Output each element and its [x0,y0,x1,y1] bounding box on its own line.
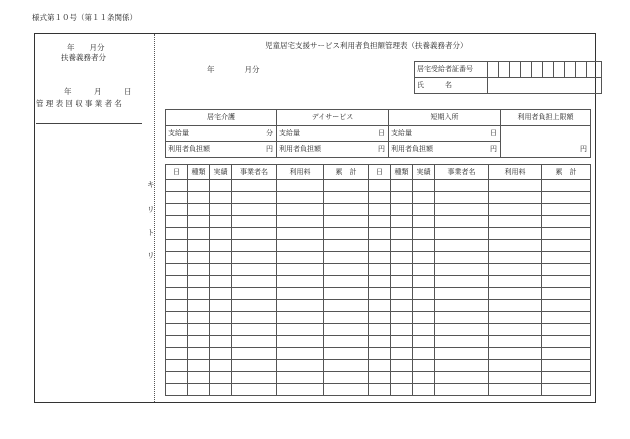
log-cell[interactable] [210,240,232,252]
log-cell[interactable] [324,360,369,372]
certificate-digit[interactable] [510,62,521,78]
log-cell[interactable] [232,252,277,264]
log-cell[interactable] [391,348,413,360]
log-cell[interactable] [489,300,542,312]
log-cell[interactable] [210,324,232,336]
log-cell[interactable] [435,324,489,336]
log-cell[interactable] [188,312,210,324]
service-summary-table [165,109,591,158]
col-cumulative: 累 計 [542,165,591,180]
burden-label: 利用者負担額 [168,145,210,153]
log-cell[interactable] [166,228,188,240]
log-cell[interactable] [324,192,369,204]
log-cell[interactable] [391,360,413,372]
log-cell[interactable] [435,360,489,372]
log-cell[interactable] [232,312,277,324]
log-cell[interactable] [413,360,435,372]
log-cell[interactable] [232,336,277,348]
unit: 円 [580,145,587,153]
log-cell[interactable] [324,216,369,228]
log-cell[interactable] [277,276,324,288]
log-cell[interactable] [391,372,413,384]
log-cell[interactable] [542,264,591,276]
log-cell[interactable] [369,372,391,384]
table-row [166,288,591,300]
log-cell[interactable] [542,300,591,312]
log-cell[interactable] [369,360,391,372]
service-header-day-service: デイサービス [277,110,389,126]
log-cell[interactable] [542,360,591,372]
log-cell[interactable] [369,312,391,324]
log-cell[interactable] [369,348,391,360]
cut-mark-2: リ [147,205,155,214]
log-cell[interactable] [188,276,210,288]
log-cell[interactable] [391,240,413,252]
log-cell[interactable] [166,252,188,264]
log-cell[interactable] [188,360,210,372]
log-cell[interactable] [277,216,324,228]
log-cell[interactable] [489,240,542,252]
table-row [166,312,591,324]
log-cell[interactable] [391,276,413,288]
log-cell[interactable] [391,216,413,228]
log-cell[interactable] [210,228,232,240]
log-cell[interactable] [188,240,210,252]
log-cell[interactable] [324,300,369,312]
log-cell[interactable] [542,324,591,336]
log-cell[interactable] [391,312,413,324]
log-cell[interactable] [188,228,210,240]
log-cell[interactable] [232,240,277,252]
table-row [166,324,591,336]
log-cell[interactable] [391,204,413,216]
log-cell[interactable] [277,288,324,300]
log-cell[interactable] [277,324,324,336]
log-cell[interactable] [166,360,188,372]
log-cell[interactable] [232,360,277,372]
log-cell[interactable] [277,300,324,312]
supply-label: 支給量 [279,129,300,137]
log-cell[interactable] [542,228,591,240]
log-cell[interactable] [324,324,369,336]
log-cell[interactable] [277,228,324,240]
log-cell[interactable] [369,180,391,192]
log-cell[interactable] [542,276,591,288]
log-cell[interactable] [391,192,413,204]
log-cell[interactable] [489,252,542,264]
log-cell[interactable] [188,300,210,312]
log-cell[interactable] [413,216,435,228]
log-cell[interactable] [188,192,210,204]
col-provider: 事業者名 [232,165,277,180]
log-cell[interactable] [542,372,591,384]
log-cell[interactable] [413,384,435,396]
log-cell[interactable] [166,180,188,192]
log-cell[interactable] [277,372,324,384]
table-row [166,216,591,228]
log-cell[interactable] [391,180,413,192]
log-cell[interactable] [324,348,369,360]
log-cell[interactable] [413,204,435,216]
col-cumulative: 累 計 [324,165,369,180]
col-actual: 実績 [413,165,435,180]
log-cell[interactable] [369,216,391,228]
log-cell[interactable] [166,276,188,288]
log-cell[interactable] [369,324,391,336]
log-cell[interactable] [489,384,542,396]
table-row [166,240,591,252]
table-row [166,180,591,192]
stub-signature-line [36,123,142,124]
log-cell[interactable] [391,300,413,312]
log-cell[interactable] [542,348,591,360]
log-cell[interactable] [435,300,489,312]
log-cell[interactable] [166,300,188,312]
log-cell[interactable] [542,252,591,264]
log-cell[interactable] [435,204,489,216]
log-cell[interactable] [435,336,489,348]
log-cell[interactable] [210,192,232,204]
table-row [166,276,591,288]
log-cell[interactable] [188,348,210,360]
log-cell[interactable] [369,204,391,216]
certificate-digit[interactable] [488,62,499,78]
log-cell[interactable] [324,384,369,396]
log-cell[interactable] [413,192,435,204]
burden-limit-header: 利用者負担上限額 [501,110,591,126]
log-cell[interactable] [210,348,232,360]
log-cell[interactable] [324,288,369,300]
day-service-supply[interactable] [277,126,389,142]
log-cell[interactable] [435,240,489,252]
log-cell[interactable] [413,252,435,264]
log-cell[interactable] [166,264,188,276]
log-cell[interactable] [489,192,542,204]
col-fee: 利用料 [489,165,542,180]
log-cell[interactable] [324,372,369,384]
log-cell[interactable] [324,240,369,252]
log-cell[interactable] [489,372,542,384]
log-cell[interactable] [369,300,391,312]
log-cell[interactable] [435,372,489,384]
table-row [166,300,591,312]
log-cell[interactable] [413,312,435,324]
log-cell[interactable] [391,384,413,396]
log-cell[interactable] [413,276,435,288]
log-cell[interactable] [232,204,277,216]
log-cell[interactable] [435,348,489,360]
log-cell[interactable] [210,276,232,288]
col-type: 種類 [391,165,413,180]
log-cell[interactable] [435,228,489,240]
log-cell[interactable] [413,264,435,276]
log-cell[interactable] [188,288,210,300]
unit: 円 [378,145,385,153]
form-number: 様式第１０号（第１１条関係） [32,13,137,22]
unit: 日 [378,129,385,137]
table-row [166,348,591,360]
log-cell[interactable] [489,228,542,240]
log-cell[interactable] [413,240,435,252]
log-cell[interactable] [166,216,188,228]
page-title: 児童居宅支援サービス利用者負担額管理表（扶養義務者分） [265,41,468,50]
log-cell[interactable] [210,204,232,216]
burden-label: 利用者負担額 [279,145,321,153]
log-cell[interactable] [277,264,324,276]
log-cell[interactable] [166,312,188,324]
table-row [166,204,591,216]
log-cell[interactable] [210,312,232,324]
log-cell[interactable] [413,324,435,336]
log-cell[interactable] [413,336,435,348]
log-cell[interactable] [391,288,413,300]
home-care-burden[interactable] [166,142,277,158]
log-cell[interactable] [489,216,542,228]
table-row [166,252,591,264]
log-cell[interactable] [391,252,413,264]
supply-label: 支給量 [168,129,189,137]
log-cell[interactable] [277,204,324,216]
log-cell[interactable] [277,180,324,192]
cut-mark-1: キ [147,180,155,189]
log-cell[interactable] [489,288,542,300]
log-cell[interactable] [369,228,391,240]
log-cell[interactable] [188,180,210,192]
usage-log-table [165,164,591,396]
cut-mark-4: リ [147,251,155,260]
cut-line [154,34,155,402]
log-cell[interactable] [166,372,188,384]
main-year-month: 年 月分 [207,65,260,74]
recipient-info-table [414,61,602,94]
certificate-digit[interactable] [576,62,587,78]
log-cell[interactable] [391,324,413,336]
log-cell[interactable] [188,216,210,228]
table-row [166,336,591,348]
log-cell[interactable] [413,180,435,192]
log-cell[interactable] [210,360,232,372]
log-cell[interactable] [435,312,489,324]
log-cell[interactable] [232,264,277,276]
name-label: 氏 名 [415,78,488,94]
log-cell[interactable] [435,264,489,276]
supply-label: 支給量 [391,129,412,137]
log-cell[interactable] [489,276,542,288]
col-actual: 実績 [210,165,232,180]
table-row [166,264,591,276]
log-cell[interactable] [435,180,489,192]
log-cell[interactable] [166,204,188,216]
log-cell[interactable] [542,180,591,192]
log-cell[interactable] [542,204,591,216]
log-cell[interactable] [277,192,324,204]
log-cell[interactable] [435,288,489,300]
certificate-digit[interactable] [565,62,576,78]
table-row [166,228,591,240]
certificate-digit[interactable] [499,62,510,78]
log-cell[interactable] [391,264,413,276]
log-cell[interactable] [391,336,413,348]
log-cell[interactable] [489,204,542,216]
table-row [166,360,591,372]
log-cell[interactable] [324,180,369,192]
log-cell[interactable] [232,324,277,336]
unit: 分 [266,129,273,137]
service-header-home-care: 居宅介護 [166,110,277,126]
stub-date: 年 月 日 [64,87,132,96]
log-cell[interactable] [542,192,591,204]
log-cell[interactable] [188,384,210,396]
log-cell[interactable] [391,228,413,240]
log-cell[interactable] [232,288,277,300]
log-cell[interactable] [369,264,391,276]
home-care-supply[interactable] [166,126,277,142]
log-cell[interactable] [166,336,188,348]
log-cell[interactable] [489,336,542,348]
certificate-digit[interactable] [532,62,543,78]
unit: 円 [266,145,273,153]
log-cell[interactable] [188,204,210,216]
log-cell[interactable] [277,336,324,348]
log-cell[interactable] [232,192,277,204]
log-cell[interactable] [324,264,369,276]
log-cell[interactable] [277,240,324,252]
log-cell[interactable] [489,264,542,276]
log-cell[interactable] [166,348,188,360]
log-cell[interactable] [435,192,489,204]
log-cell[interactable] [489,360,542,372]
log-cell[interactable] [324,228,369,240]
log-cell[interactable] [232,300,277,312]
log-cell[interactable] [210,336,232,348]
log-cell[interactable] [210,180,232,192]
log-cell[interactable] [413,348,435,360]
log-cell[interactable] [210,252,232,264]
log-cell[interactable] [489,348,542,360]
log-cell[interactable] [542,216,591,228]
log-cell[interactable] [210,216,232,228]
table-row [166,384,591,396]
log-cell[interactable] [210,288,232,300]
log-cell[interactable] [324,276,369,288]
log-cell[interactable] [369,336,391,348]
log-cell[interactable] [324,312,369,324]
log-cell[interactable] [489,312,542,324]
col-type: 種類 [188,165,210,180]
log-cell[interactable] [369,240,391,252]
log-cell[interactable] [277,348,324,360]
certificate-digit[interactable] [521,62,532,78]
log-cell[interactable] [489,324,542,336]
log-cell[interactable] [369,288,391,300]
log-cell[interactable] [435,216,489,228]
certificate-digit[interactable] [543,62,554,78]
stub-collector-label: 管理表回収事業者名 [36,99,125,108]
log-cell[interactable] [210,384,232,396]
log-cell[interactable] [435,384,489,396]
log-cell[interactable] [413,288,435,300]
log-cell[interactable] [232,348,277,360]
log-cell[interactable] [188,372,210,384]
log-cell[interactable] [188,324,210,336]
unit: 円 [490,145,497,153]
log-cell[interactable] [435,276,489,288]
col-fee: 利用料 [277,165,324,180]
log-cell[interactable] [542,240,591,252]
table-row [166,372,591,384]
certificate-digit[interactable] [587,62,602,78]
short-stay-supply[interactable] [389,126,501,142]
log-cell[interactable] [413,228,435,240]
log-cell[interactable] [413,300,435,312]
log-cell[interactable] [413,372,435,384]
log-cell[interactable] [210,264,232,276]
log-cell[interactable] [542,288,591,300]
log-cell[interactable] [188,252,210,264]
log-cell[interactable] [324,252,369,264]
log-cell[interactable] [166,324,188,336]
burden-limit-amount[interactable] [501,126,591,158]
log-cell[interactable] [542,384,591,396]
log-cell[interactable] [369,192,391,204]
log-cell[interactable] [277,252,324,264]
log-cell[interactable] [210,372,232,384]
log-cell[interactable] [188,336,210,348]
log-cell[interactable] [369,252,391,264]
log-cell[interactable] [232,180,277,192]
log-cell[interactable] [277,312,324,324]
log-cell[interactable] [232,228,277,240]
certificate-number-label: 居宅受給者証番号 [415,62,488,78]
col-day: 日 [166,165,188,180]
day-service-burden[interactable] [277,142,389,158]
log-cell[interactable] [435,252,489,264]
stub-year-month: 年 月分 [67,43,105,52]
short-stay-burden[interactable] [389,142,501,158]
certificate-digit[interactable] [554,62,565,78]
name-field[interactable] [488,78,602,94]
log-cell[interactable] [232,216,277,228]
log-cell[interactable] [166,384,188,396]
log-cell[interactable] [166,240,188,252]
log-cell[interactable] [324,336,369,348]
log-cell[interactable] [232,384,277,396]
log-cell[interactable] [369,384,391,396]
log-cell[interactable] [277,384,324,396]
log-cell[interactable] [232,276,277,288]
stub-payer-label: 扶養義務者分 [61,53,106,62]
unit: 日 [490,129,497,137]
log-cell[interactable] [166,288,188,300]
log-cell[interactable] [188,264,210,276]
log-cell[interactable] [324,204,369,216]
burden-label: 利用者負担額 [391,145,433,153]
log-cell[interactable] [277,360,324,372]
log-cell[interactable] [369,276,391,288]
log-cell[interactable] [542,312,591,324]
log-cell[interactable] [166,192,188,204]
table-row [166,192,591,204]
col-provider: 事業者名 [435,165,489,180]
cut-mark-3: ト [147,228,155,237]
col-day: 日 [369,165,391,180]
log-cell[interactable] [489,180,542,192]
log-cell[interactable] [542,336,591,348]
log-cell[interactable] [210,300,232,312]
service-header-short-stay: 短期入所 [389,110,501,126]
log-cell[interactable] [232,372,277,384]
